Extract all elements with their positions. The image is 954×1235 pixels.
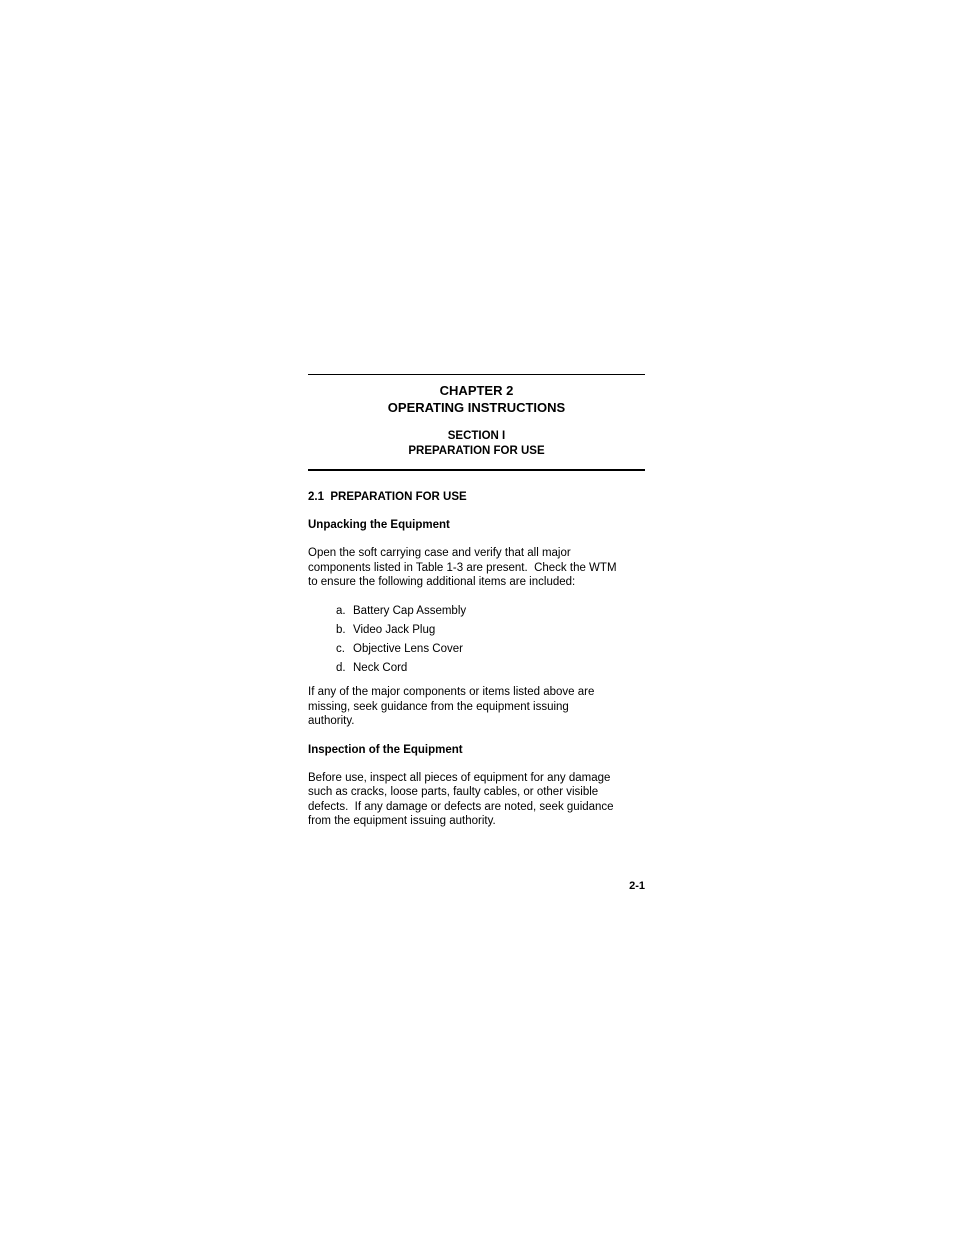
- list-item: [336, 604, 645, 619]
- list-item-text: Video Jack Plug: [353, 623, 436, 636]
- section-title: PREPARATION FOR USE: [408, 445, 545, 457]
- list-item-text: Objective Lens Cover: [353, 642, 463, 655]
- list-item: [336, 661, 645, 676]
- list-marker: c.: [336, 642, 345, 655]
- included-items-list: [308, 604, 645, 676]
- paragraph-line: missing, seek guidance from the equipment issuing: [308, 700, 569, 713]
- paragraph-line: If any of the major components or items listed above are: [308, 686, 595, 698]
- unpacking-heading: Unpacking the Equipment: [308, 519, 450, 531]
- inspection-paragraph: [308, 771, 645, 829]
- list-item-text: Battery Cap Assembly: [353, 604, 467, 617]
- paragraph-line: defects. If any damage or defects are noted, seek guidance: [308, 800, 614, 813]
- section-heading: 2.1 PREPARATION FOR USE: [308, 491, 467, 503]
- page-content: [308, 374, 645, 829]
- paragraph-line: from the equipment issuing authority.: [308, 815, 496, 827]
- chapter-header: [308, 375, 645, 416]
- section-header: [308, 416, 645, 469]
- list-marker: d.: [336, 661, 346, 674]
- section-number: SECTION I: [447, 430, 506, 442]
- paragraph-line: Before use, inspect all pieces of equipment for any damage: [308, 771, 611, 784]
- list-marker: a.: [336, 604, 346, 617]
- chapter-number: CHAPTER 2: [439, 383, 514, 398]
- missing-items-paragraph: [308, 685, 645, 729]
- paragraph-line: components listed in Table 1-3 are present. Check the WTM: [308, 561, 617, 574]
- list-item: [336, 623, 645, 638]
- unpacking-paragraph: [308, 546, 645, 590]
- page-number: 2-1: [629, 880, 645, 892]
- paragraph-line: authority.: [308, 715, 355, 727]
- list-item: [336, 642, 645, 657]
- list-item-text: Neck Cord: [353, 661, 408, 674]
- paragraph-line: Open the soft carrying case and verify that all major: [308, 547, 571, 559]
- inspection-heading: Inspection of the Equipment: [308, 743, 463, 756]
- paragraph-line: to ensure the following additional items are included:: [308, 576, 576, 588]
- chapter-title: OPERATING INSTRUCTIONS: [387, 400, 566, 415]
- bottom-rule: [308, 469, 645, 471]
- list-marker: b.: [336, 623, 346, 636]
- paragraph-line: such as cracks, loose parts, faulty cables, or other visible: [308, 786, 599, 798]
